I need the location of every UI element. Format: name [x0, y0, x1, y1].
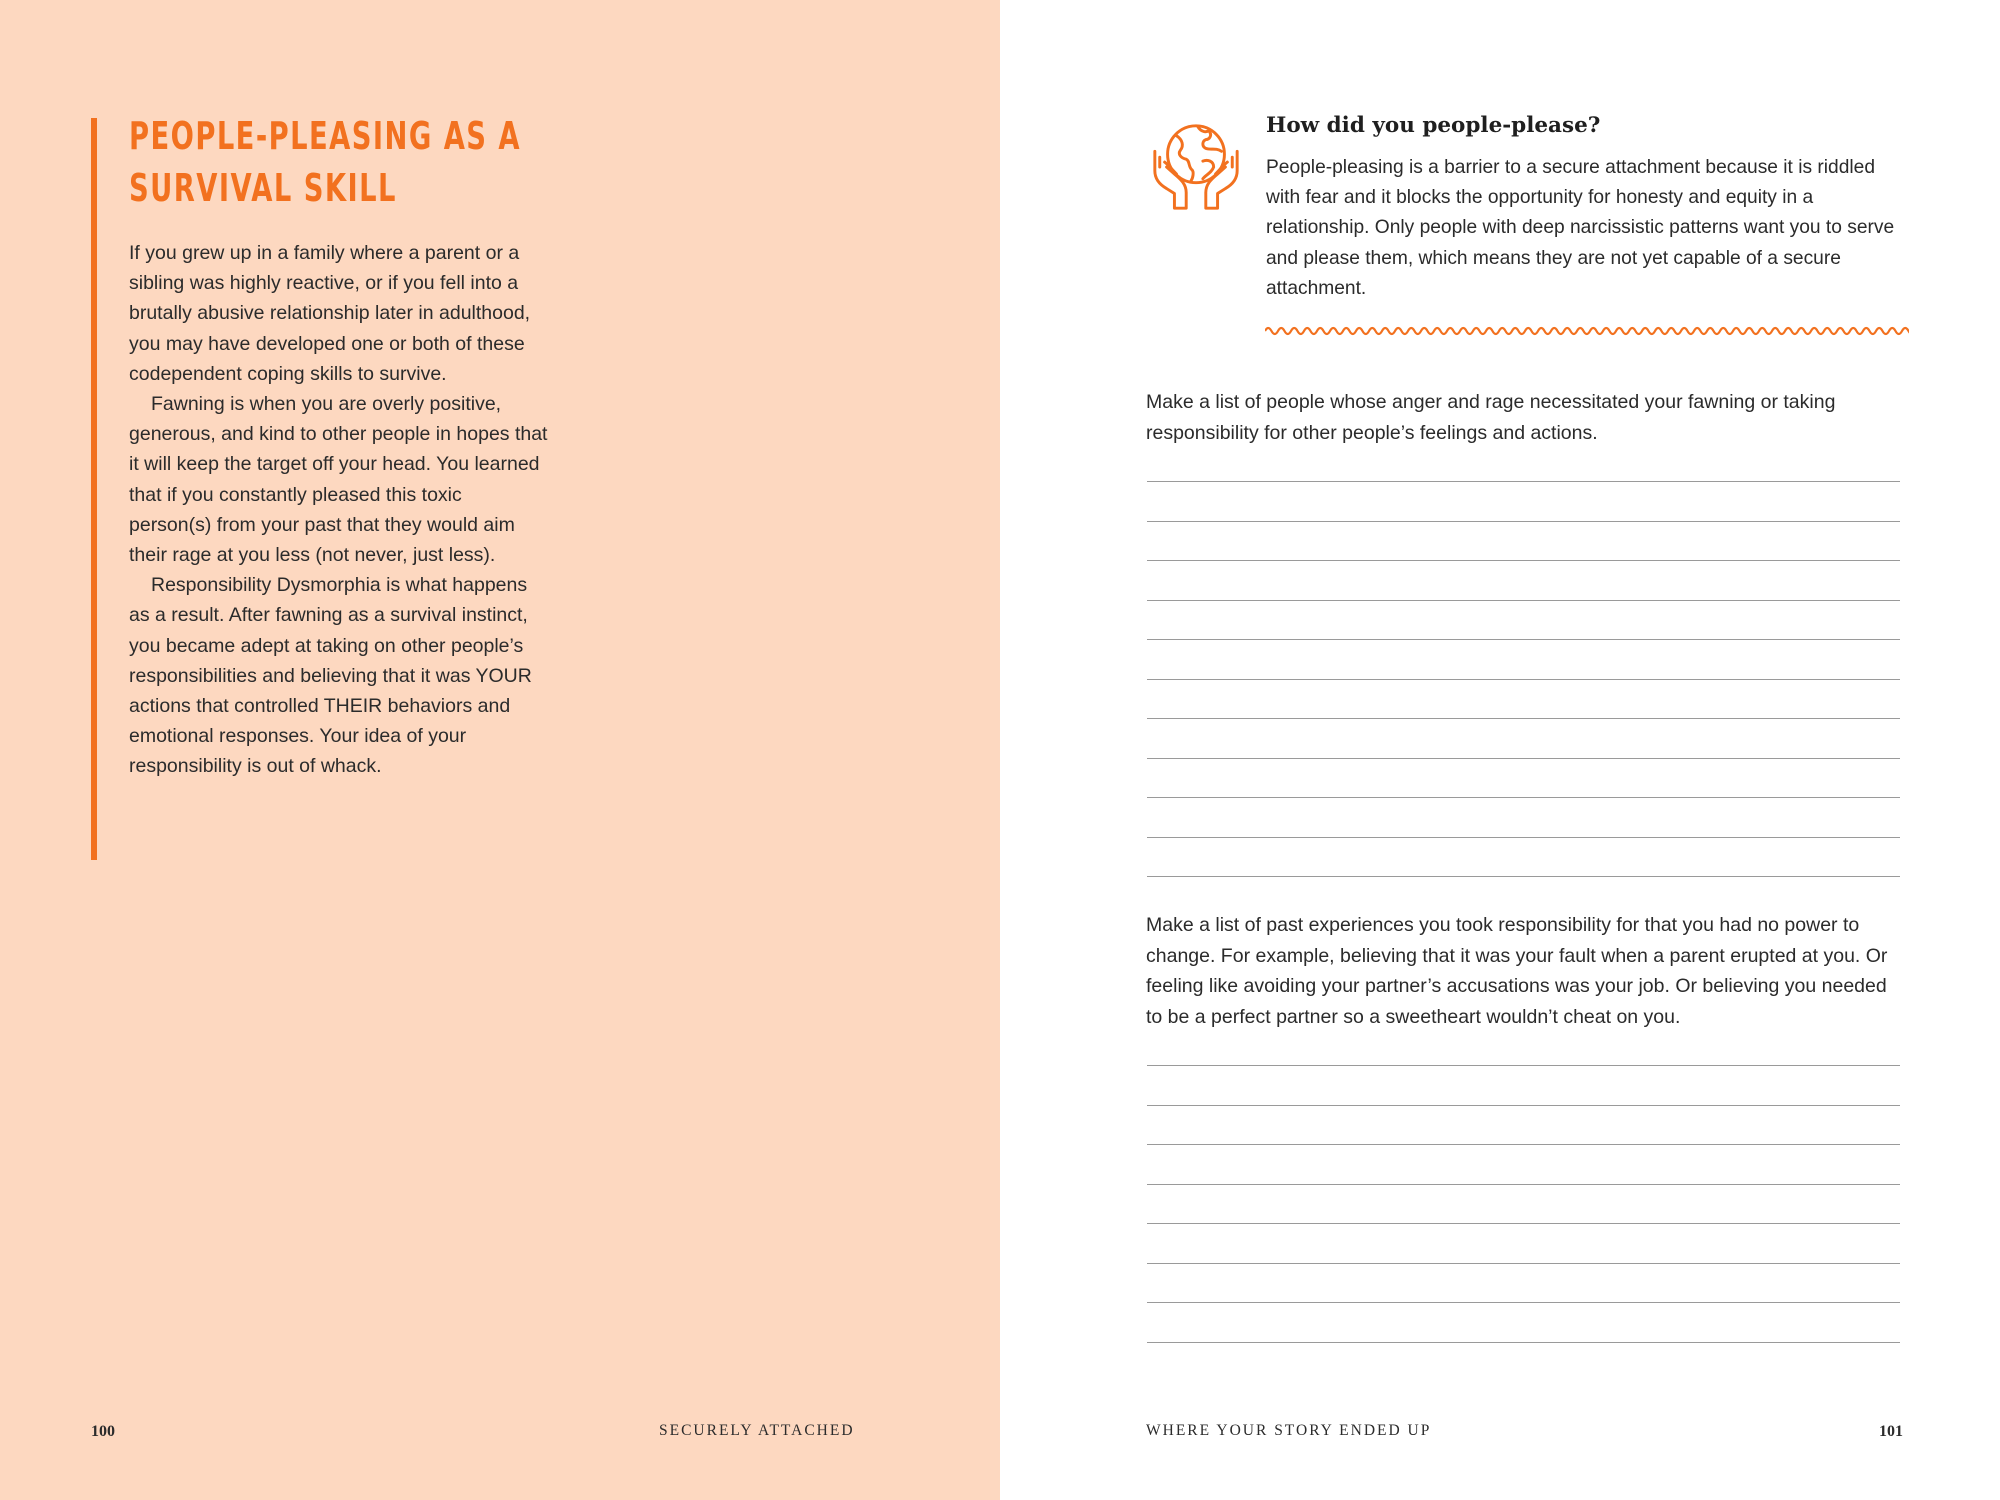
- writing-lines-1[interactable]: [1147, 481, 1900, 916]
- paragraph-2: Fawning is when you are overly positive, generous, and kind to other people in hopes that it will keep the target off your head. You learned that if you constantly pleased this toxic person(s) from your past that they would aim their rage at you less (not never, just less).: [129, 393, 548, 567]
- writing-line[interactable]: [1147, 1065, 1900, 1066]
- page-number-left: 100: [91, 1423, 115, 1440]
- writing-line[interactable]: [1147, 1223, 1900, 1224]
- writing-prompt-1: Make a list of people whose anger and rage necessitated your fawning or taking responsibility for other people’s feelings and actions.: [1146, 391, 1836, 444]
- writing-line[interactable]: [1147, 1144, 1900, 1145]
- writing-line[interactable]: [1147, 1184, 1900, 1185]
- right-page: [1000, 0, 2000, 1500]
- writing-lines-2[interactable]: [1147, 1065, 1900, 1381]
- writing-line[interactable]: [1147, 1105, 1900, 1106]
- body-text: [129, 238, 549, 782]
- page-number-right: 101: [1879, 1423, 1903, 1440]
- writing-line[interactable]: [1147, 758, 1900, 759]
- writing-line[interactable]: [1147, 797, 1900, 798]
- running-head-left: SECURELY ATTACHED: [659, 1422, 855, 1439]
- writing-line[interactable]: [1147, 1342, 1900, 1343]
- writing-line[interactable]: [1147, 718, 1900, 719]
- writing-line[interactable]: [1147, 837, 1900, 838]
- writing-line[interactable]: [1147, 560, 1900, 561]
- writing-line[interactable]: [1147, 521, 1900, 522]
- running-head-right: WHERE YOUR STORY ENDED UP: [1146, 1422, 1432, 1439]
- heading-line-1: PEOPLE-PLEASING AS A: [129, 114, 522, 158]
- writing-prompt-2: Make a list of past experiences you took responsibility for that you had no power to change. For example, believing that it was your fault when a parent erupted at you. Or feeling like avoiding your partner’s accusations was your job. Or believing you needed to be a perfect partner so a sweetheart wouldn’t cheat on you.: [1146, 914, 1888, 1028]
- accent-bar: [91, 118, 97, 860]
- writing-line[interactable]: [1147, 1263, 1900, 1264]
- paragraph-3: Responsibility Dysmorphia is what happens as a result. After fawning as a survival instinct, you became adept at taking on other people’s responsibilities and believing that it was YOUR actions that controlled THEIR behaviors and emotional responses. Your idea of your responsibility is out of whack.: [129, 574, 532, 778]
- writing-line[interactable]: [1147, 1302, 1900, 1303]
- paragraph-1: If you grew up in a family where a parent or a sibling was highly reactive, or if you fell into a brutally abusive relationship later in adulthood, you may have developed one or both of these codependent coping skills to survive.: [129, 242, 531, 385]
- writing-line[interactable]: [1147, 600, 1900, 601]
- heading-line-2: SURVIVAL SKILL: [129, 166, 397, 210]
- wavy-divider: [1265, 322, 1909, 340]
- writing-line[interactable]: [1147, 679, 1900, 680]
- writing-line[interactable]: [1147, 639, 1900, 640]
- writing-line[interactable]: [1147, 876, 1900, 877]
- sidebar-text: People-pleasing is a barrier to a secure attachment because it is riddled with fear and it blocks the opportunity for honesty and equity in a relationship. Only people with deep narcissistic patterns want you to serve and please them, which means they are not yet capable of a secure attachment.: [1266, 157, 1895, 299]
- sidebar-title: How did you people-please?: [1266, 113, 1601, 138]
- globe-in-hands-icon: [1147, 118, 1245, 216]
- writing-line[interactable]: [1147, 481, 1900, 482]
- section-heading: [129, 110, 521, 214]
